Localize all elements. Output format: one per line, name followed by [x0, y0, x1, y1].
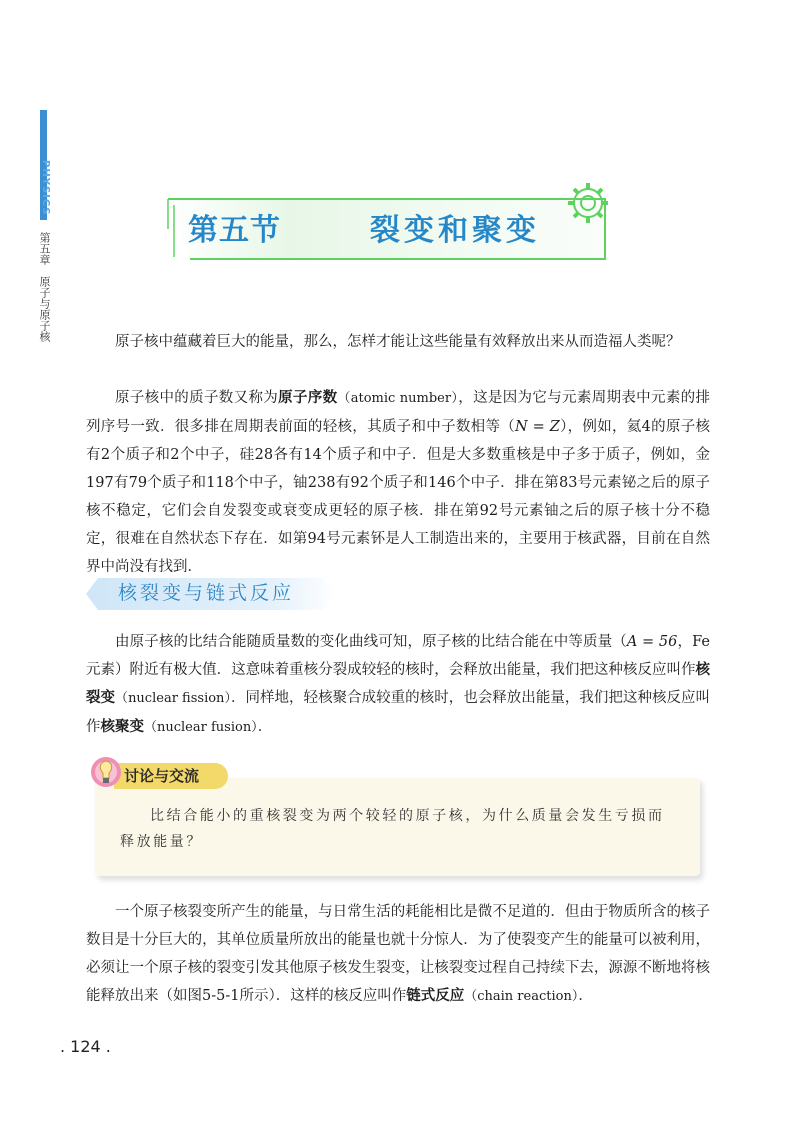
- term-atomic-number: 原子序数: [278, 390, 338, 406]
- formula-n-z: N = Z: [515, 419, 560, 435]
- discussion-label: 讨论与交流: [124, 767, 200, 785]
- chapter-label: 第五章 原子与原子核: [38, 232, 51, 342]
- subsection-title: 核裂变与链式反应: [118, 582, 295, 604]
- page-number: . 124 .: [60, 1037, 111, 1056]
- lightbulb-icon: [88, 754, 124, 790]
- subject-label: PHYSICS: [40, 160, 51, 216]
- paragraph-atomic-number: 原子核中的质子数又称为原子序数（atomic number），这是因为它与元素周期表中元素的排列序号一致．很多排在周期表前面的轻核，其质子和中子数相等（N = Z），例如，氦4的原子核有2个质子和2个中子，硅28各有14个质子和中子．但是大多数重核是中子多于质子，例如，金197有79个质子和118个中子，铀238有92个质子和146个中子．排在第83号元素铋之后的原子核不稳定，它们会自发裂变或衰变成更轻的原子核．排在第92号元素铀之后的原子核十分不稳定，很难在自然状态下存在．如第94号元素钚是人工制造出来的，主要用于核武器，目前在自然界中尚没有找到．: [86, 390, 710, 575]
- paragraph-chain-reaction: 一个原子核裂变所产生的能量，与日常生活的耗能相比是微不足道的．但由于物质所含的核子数目是十分巨大的，其单位质量所放出的能量也就十分惊人．为了使裂变产生的能量可以被利用，必须让一个原子核的裂变引发其他原子核发生裂变，让核裂变过程自己持续下去，源源不断地将核能释放出来（如图5-5-1所示）．这样的核反应叫作链式反应（chain reaction）．: [86, 904, 710, 1004]
- term-nuclear-fusion: 核聚变: [100, 719, 144, 735]
- section-title: 裂变和聚变: [370, 213, 540, 248]
- formula-a-56: A = 56: [626, 634, 678, 650]
- section-number: 第五节: [188, 213, 281, 248]
- term-nuclear-fission: 核裂变: [86, 662, 710, 706]
- discussion-question: 比结合能小的重核裂变为两个较轻的原子核，为什么质量会发生亏损而释放能量？: [120, 808, 665, 850]
- paragraph-intro: 原子核中蕴藏着巨大的能量，那么，怎样才能让这些能量有效释放出来从而造福人类呢？: [115, 334, 681, 350]
- paragraph-fission-fusion: 由原子核的比结合能随质量数的变化曲线可知，原子核的比结合能在中等质量（A = 56，Fe元素）附近有极大值．这意味着重核分裂成较轻的核时，会释放出能量，我们把这种核反应叫作核裂变（nuclear fission）．同样地，轻核聚合成较重的核时，也会释放出能量，我们把这种核反应叫作核聚变（nuclear fusion）．: [86, 634, 711, 735]
- term-chain-reaction: 链式反应: [406, 988, 465, 1004]
